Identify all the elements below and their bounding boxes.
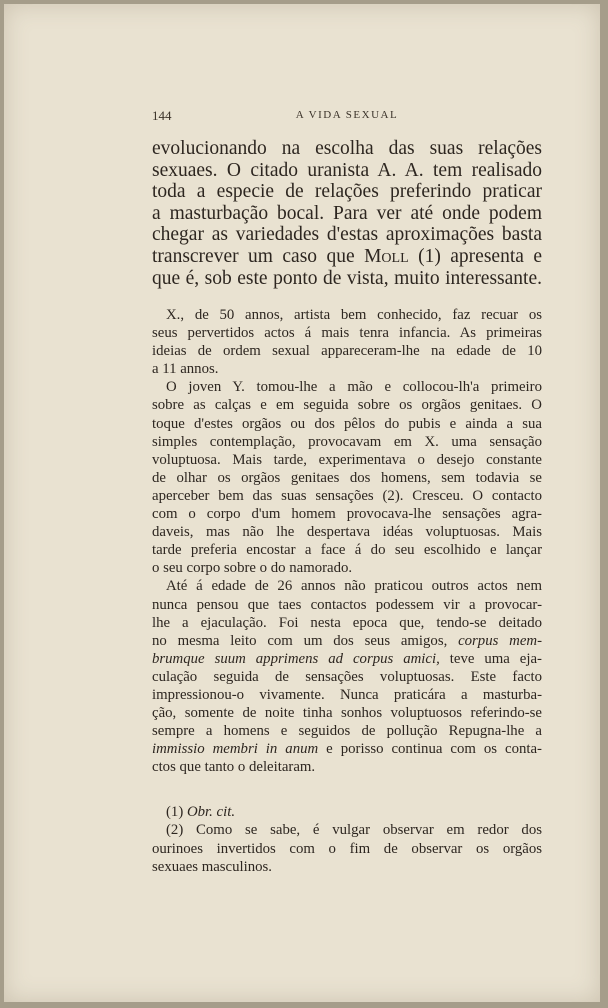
main-line-moll-after: (1) apresenta e [408, 245, 542, 267]
author-name-moll: Moll [364, 245, 409, 267]
quote-line: simples contemplação, provocavam em X. uma sensação [152, 433, 542, 450]
footnote-1 [152, 803, 542, 821]
page-header [152, 108, 542, 126]
quote-line: toque d'estes orgãos ou dos pêlos do pubis e ainda a sua [152, 415, 542, 432]
main-paragraph [152, 138, 542, 289]
quote-text: e porisso continua com os conta- [318, 741, 542, 758]
footnote-mark: (1) [166, 804, 187, 820]
quote-line: aperceber bem das suas sensações (2). Cresceu. O contacto [152, 487, 542, 504]
quote-text: no mesma leito com um dos seus amigos, [152, 632, 459, 649]
quote-line: seus pervertidos actos á mais tenra infancia. As primeiras [152, 325, 542, 342]
quote-line: ctos que tanto o deleitaram. [152, 759, 316, 776]
main-line: evolucionando na escolha das suas relações [152, 138, 542, 159]
page-number: 144 [152, 108, 172, 123]
main-line: que é, sob este ponto de vista, muito interessante. [152, 267, 542, 289]
quote-line: daveis, mas não lhe despertava idéas voluptuosas. Mais [152, 524, 542, 541]
quote-line: sobre as calças e em seguida sobre os orgãos genitaes. O [152, 397, 542, 414]
footnote-2-line: ourinoes invertidos com o fim de observar os orgãos [152, 840, 542, 857]
quote-line: sempre a homens e seguidos de pollução Repugna-lhe a [152, 723, 542, 740]
quote-line [152, 632, 542, 650]
quote-line: impressionou-o vivamente. Nunca praticára a masturba- [152, 686, 542, 703]
quote-text: teve uma eja- [439, 650, 542, 667]
quote-line: a 11 annos. [152, 361, 219, 378]
quote-line: X., de 50 annos, artista bem conhecido, faz recuar os [166, 307, 542, 323]
footnote-2-line: (2) Como se sabe, é vulgar observar em redor dos [166, 822, 542, 839]
quote-line: lhe a ejaculação. Foi nesta epoca que, tendo-se deitado [152, 614, 542, 631]
main-line: a masturbação bocal. Para ver até onde podem [152, 202, 542, 224]
footnote-text: Obr. cit. [186, 804, 236, 820]
quote-line: tarde preferia encostar a face á do seu escolhido e lançar [152, 542, 542, 559]
main-line-moll-before: transcrever um caso que [152, 245, 365, 267]
quote-line: O joven Y. tomou-lhe a mão e collocou-lh'a primeiro [166, 379, 542, 396]
main-line: sexuaes. O citado uranista A. A. tem realisado [152, 159, 542, 181]
main-line-moll [152, 246, 542, 268]
quote-line: com o corpo d'um homem provocava-lhe sensações agra- [152, 506, 542, 523]
footnotes [152, 803, 542, 876]
quote-line: Até á edade de 26 annos não praticou outros actos nem [166, 578, 542, 595]
quote-line: nunca pensou que taes contactos podessem vir a provocar- [152, 596, 542, 613]
case-quote [152, 306, 542, 776]
footnote-2-line: sexuaes masculinos. [152, 858, 272, 875]
quote-line: o seu corpo sobre o do namorado. [152, 560, 353, 577]
quote-line: ideias de ordem sexual appareceram-lhe na edade de 10 [152, 343, 542, 360]
quote-line [152, 740, 542, 758]
latin-phrase: immissio membri in anum [152, 741, 319, 758]
latin-phrase: brumque suum apprimens ad corpus amici, [152, 650, 440, 667]
quote-line: ção, somente de noite tinha sonhos voluptuosos referindo-se [152, 705, 542, 722]
book-page [4, 4, 600, 1002]
quote-line [152, 650, 542, 668]
quote-line: de olhar os orgãos genitaes dos homens, sem todavia se [152, 469, 542, 486]
main-line: toda a especie de relações preferindo praticar [152, 181, 542, 203]
quote-line: culação seguida de sensações voluptuosas. Este facto [152, 668, 542, 685]
main-line: chegar as variedades d'estas aproximações basta [152, 224, 542, 246]
running-title: A VIDA SEXUAL [295, 109, 399, 121]
quote-line: voluptuosa. Mais tarde, experimentava o desejo constante [152, 451, 542, 468]
latin-phrase: corpus mem- [458, 632, 542, 649]
